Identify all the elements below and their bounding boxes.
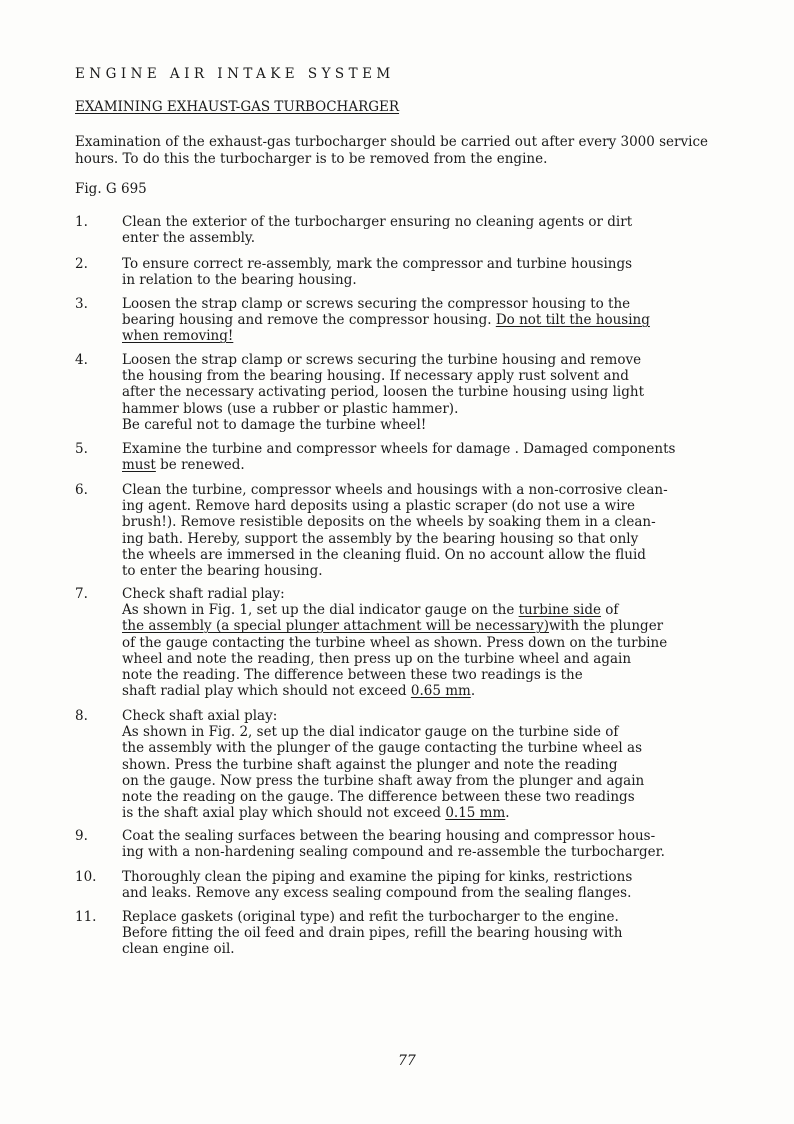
step-number: 10. bbox=[75, 869, 97, 885]
step-text bbox=[122, 586, 752, 699]
step-line: Check shaft axial play: bbox=[122, 708, 278, 724]
step-line: the wheels are immersed in the cleaning fluid. On no account allow the fluid bbox=[122, 546, 646, 563]
step-text bbox=[122, 441, 752, 473]
step-number: 5. bbox=[75, 441, 88, 457]
step-line: clean engine oil. bbox=[122, 941, 235, 958]
step-line: hammer blows (use a rubber or plastic hammer). bbox=[122, 400, 459, 417]
step-text bbox=[122, 828, 752, 860]
figure-reference: Fig. G 695 bbox=[75, 181, 147, 197]
step-line: Check shaft radial play: bbox=[122, 586, 285, 602]
step-line-text: . bbox=[505, 805, 510, 822]
step-number: 3. bbox=[75, 296, 88, 312]
step-line-text: is the shaft axial play which should not exceed bbox=[122, 805, 446, 822]
step-line: in relation to the bearing housing. bbox=[122, 272, 357, 289]
step-line: on the gauge. Now press the turbine shaft away from the plunger and again bbox=[122, 772, 645, 789]
step-number: 4. bbox=[75, 352, 88, 368]
step-line: Be careful not to damage the turbine wheel! bbox=[122, 416, 427, 433]
step-text bbox=[122, 869, 752, 901]
step-line: Coat the sealing surfaces between the bearing housing and compressor hous- bbox=[122, 828, 656, 844]
step-line bbox=[122, 805, 752, 821]
step-text bbox=[122, 214, 752, 246]
step-line: brush!). Remove resistible deposits on the wheels by soaking them in a clean- bbox=[122, 514, 656, 531]
intro-paragraph: Examination of the exhaust-gas turbocharger should be carried out after every 3000 service hours. To do this the turbocharger is to be removed from the engine. bbox=[75, 134, 708, 167]
step-line: Replace gaskets (original type) and refit the turbocharger to the engine. bbox=[122, 909, 619, 925]
step-line bbox=[122, 683, 752, 699]
step-text bbox=[122, 352, 752, 433]
step-line: ing with a non-hardening sealing compound and re-assemble the turbocharger. bbox=[122, 844, 665, 861]
step-line-text: As shown in Fig. 1, set up the dial indicator gauge on the bbox=[122, 602, 519, 619]
emphasis-text: the assembly (a special plunger attachment will be necessary) bbox=[122, 618, 550, 635]
step-text bbox=[122, 482, 752, 579]
step-line: shown. Press the turbine shaft against the plunger and note the reading bbox=[122, 756, 618, 773]
warning-text: when removing! bbox=[122, 328, 234, 345]
step-line: to enter the bearing housing. bbox=[122, 563, 323, 580]
step-line: Clean the turbine, compressor wheels and housings with a non-corrosive clean- bbox=[122, 482, 668, 498]
step-number: 8. bbox=[75, 708, 88, 724]
step-line bbox=[122, 602, 752, 618]
step-number: 1. bbox=[75, 214, 88, 230]
step-line: As shown in Fig. 2, set up the dial indicator gauge on the turbine side of bbox=[122, 724, 619, 741]
step-line bbox=[122, 328, 752, 344]
step-number: 2. bbox=[75, 256, 88, 272]
section-heading: ENGINE AIR INTAKE SYSTEM bbox=[75, 66, 395, 82]
step-text bbox=[122, 256, 752, 288]
step-line: Before fitting the oil feed and drain pipes, refill the bearing housing with bbox=[122, 925, 623, 942]
step-line: the assembly with the plunger of the gauge contacting the turbine wheel as bbox=[122, 740, 643, 757]
step-line: To ensure correct re-assembly, mark the compressor and turbine housings bbox=[122, 256, 633, 272]
step-number: 9. bbox=[75, 828, 88, 844]
step-text bbox=[122, 909, 752, 958]
step-line: ing agent. Remove hard deposits using a plastic scraper (do not use a wire bbox=[122, 498, 635, 515]
step-line: after the necessary activating period, loosen the turbine housing using light bbox=[122, 384, 645, 401]
step-line: Thoroughly clean the piping and examine the piping for kinks, restrictions bbox=[122, 869, 633, 885]
step-line: Clean the exterior of the turbocharger ensuring no cleaning agents or dirt bbox=[122, 214, 633, 230]
step-line-text: of bbox=[601, 602, 619, 619]
step-line-text: . bbox=[470, 683, 476, 700]
step-line: of the gauge contacting the turbine wheel as shown. Press down on the turbine bbox=[122, 634, 668, 651]
step-line bbox=[122, 618, 752, 634]
step-number: 6. bbox=[75, 482, 88, 498]
step-line: ing bath. Hereby, support the assembly by the bearing housing so that only bbox=[122, 530, 639, 547]
step-number: 11. bbox=[75, 909, 97, 925]
emphasis-text: must bbox=[122, 457, 156, 474]
step-line: enter the assembly. bbox=[122, 230, 256, 247]
step-line: note the reading on the gauge. The difference between these two readings bbox=[122, 789, 635, 806]
page-title: EXAMINING EXHAUST-GAS TURBOCHARGER bbox=[75, 99, 400, 115]
step-text bbox=[122, 708, 752, 821]
step-line bbox=[122, 457, 752, 473]
warning-text: Do not tilt the housing bbox=[495, 312, 650, 329]
step-line-text: be renewed. bbox=[155, 457, 245, 474]
step-text bbox=[122, 296, 752, 345]
limit-value: 0.15 mm bbox=[445, 805, 506, 822]
page-number: 77 bbox=[398, 1053, 416, 1069]
step-line: Examine the turbine and compressor wheels for damage . Damaged components bbox=[122, 441, 676, 457]
step-line: Loosen the strap clamp or screws securing the turbine housing and remove bbox=[122, 352, 642, 368]
emphasis-text: turbine side bbox=[518, 602, 602, 619]
step-line: and leaks. Remove any excess sealing compound from the sealing flanges. bbox=[122, 885, 632, 902]
step-line-text: with the plunger bbox=[549, 618, 664, 635]
step-line: wheel and note the reading, then press up on the turbine wheel and again bbox=[122, 650, 632, 667]
step-line bbox=[122, 312, 752, 328]
step-line: the housing from the bearing housing. If necessary apply rust solvent and bbox=[122, 368, 629, 385]
step-line-text: bearing housing and remove the compressor housing. bbox=[122, 312, 492, 329]
step-number: 7. bbox=[75, 586, 88, 602]
step-line-text: shaft radial play which should not exceed bbox=[122, 683, 411, 700]
step-line: Loosen the strap clamp or screws securing the compressor housing to the bbox=[122, 296, 631, 312]
limit-value: 0.65 mm bbox=[410, 683, 471, 700]
step-line: note the reading. The difference between these two readings is the bbox=[122, 667, 583, 684]
